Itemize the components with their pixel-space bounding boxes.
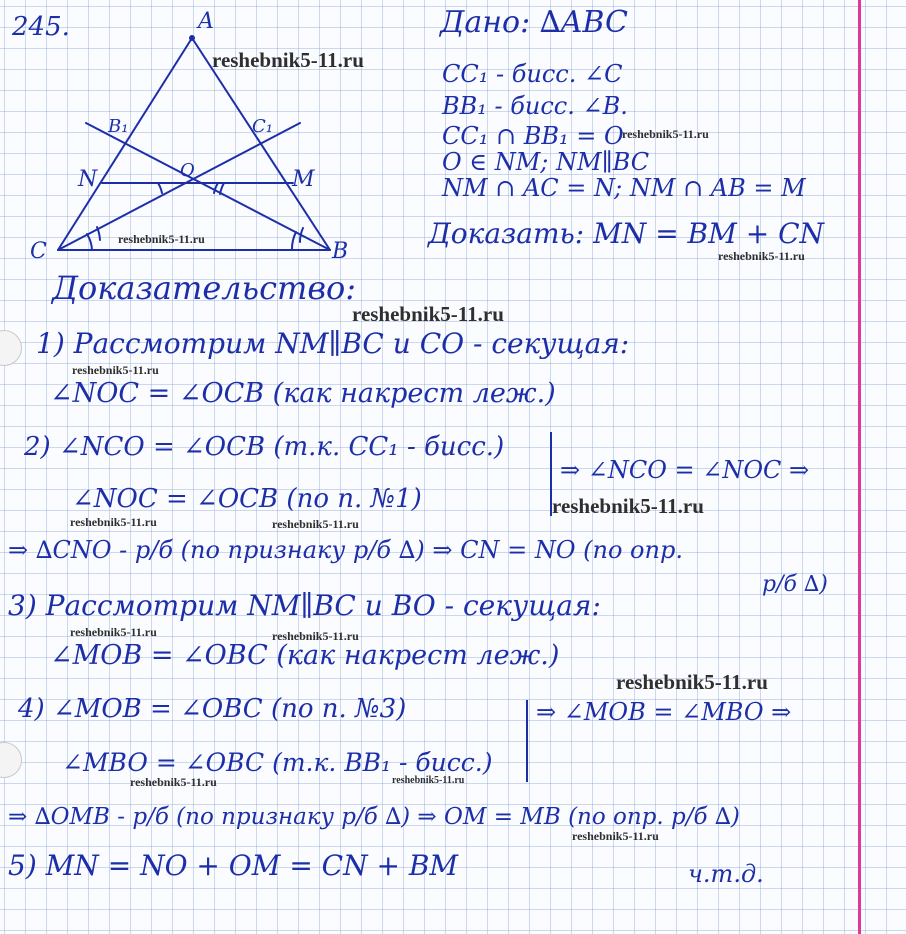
step-4-line: ⇒ ∆OMB - р/б (по признаку р/б ∆) ⇒ OM = MB (по опр. р/б ∆) xyxy=(8,804,740,830)
step-2-line: ∠NOC = ∠OCB (по п. №1) xyxy=(72,484,422,514)
given-line: BB₁ - бисс. ∠B. xyxy=(442,92,628,120)
watermark: reshebnik5-11.ru xyxy=(552,494,704,518)
step-1-line: 1) Рассмотрим NM∥BC и CO - секущая: xyxy=(36,327,630,360)
watermark: reshebnik5-11.ru xyxy=(622,127,709,141)
angle-arc-mob2 xyxy=(220,183,224,194)
angle-arc-noc xyxy=(158,183,162,193)
step-1-line: ∠NOC = ∠OCB (как накрест леж.) xyxy=(50,378,556,409)
problem-number: 245. xyxy=(12,12,70,42)
step-4-line: ∠MBO = ∠OBC (т.к. BB₁ - бисс.) xyxy=(62,748,493,777)
watermark: reshebnik5-11.ru xyxy=(130,775,217,789)
watermark: reshebnik5-11.ru xyxy=(212,48,364,72)
prove-statement: Доказать: MN = BM + CN xyxy=(428,217,824,250)
watermark: reshebnik5-11.ru xyxy=(616,670,768,694)
given-title: Дано: ∆ABC xyxy=(440,5,628,40)
point-a xyxy=(189,35,195,41)
given-line: CC₁ - бисс. ∠C xyxy=(442,60,623,88)
step-2-line: ⇒ ∆CNO - р/б (по признаку р/б ∆) ⇒ CN = NO (по опр. xyxy=(8,536,683,564)
label-c1: C₁ xyxy=(252,116,273,137)
label-o: O xyxy=(180,160,195,181)
angle-arc-c1 xyxy=(87,234,92,250)
angle-arc-b1 xyxy=(292,232,296,250)
watermark: reshebnik5-11.ru xyxy=(70,515,157,529)
margin-line xyxy=(858,0,861,934)
qed: ч.т.д. xyxy=(688,860,764,888)
step-5-line: 5) MN = NO + OM = CN + BM xyxy=(8,849,459,882)
watermark: reshebnik5-11.ru xyxy=(70,625,157,639)
bracket xyxy=(526,700,528,782)
label-b: B xyxy=(332,239,349,264)
step-2-line: р/б ∆) xyxy=(762,572,828,597)
given-line: O ∈ NM; NM∥BC xyxy=(442,148,650,176)
watermark: reshebnik5-11.ru xyxy=(718,249,805,263)
step-4-line: 4) ∠MOB = ∠OBC (по п. №3) xyxy=(18,694,407,724)
step-4-conclusion: ⇒ ∠MOB = ∠MBO ⇒ xyxy=(536,698,792,726)
label-c: C xyxy=(30,239,47,264)
step-2-line: 2) ∠NCO = ∠OCB (т.к. CC₁ - бисс.) xyxy=(24,432,505,462)
watermark: reshebnik5-11.ru xyxy=(392,775,465,786)
watermark: reshebnik5-11.ru xyxy=(352,302,504,326)
watermark: reshebnik5-11.ru xyxy=(272,517,359,531)
watermark: reshebnik5-11.ru xyxy=(272,629,359,643)
watermark: reshebnik5-11.ru xyxy=(118,232,205,246)
watermark: reshebnik5-11.ru xyxy=(72,363,159,377)
given-line: NM ∩ AC = N; NM ∩ AB = M xyxy=(442,174,806,202)
step-3-line: ∠MOB = ∠OBC (как накрест леж.) xyxy=(50,640,560,671)
label-b1: B₁ xyxy=(108,116,129,137)
label-m: M xyxy=(292,167,315,192)
label-n: N xyxy=(78,167,98,192)
proof-title: Доказательство: xyxy=(52,269,357,307)
step-2-conclusion: ⇒ ∠NCO = ∠NOC ⇒ xyxy=(560,456,810,484)
watermark: reshebnik5-11.ru xyxy=(572,829,659,843)
given-line: CC₁ ∩ BB₁ = O xyxy=(442,122,624,150)
step-3-line: 3) Рассмотрим NM∥BC и BO - секущая: xyxy=(8,589,601,622)
triangle-figure xyxy=(0,0,430,270)
label-a: A xyxy=(198,9,214,34)
